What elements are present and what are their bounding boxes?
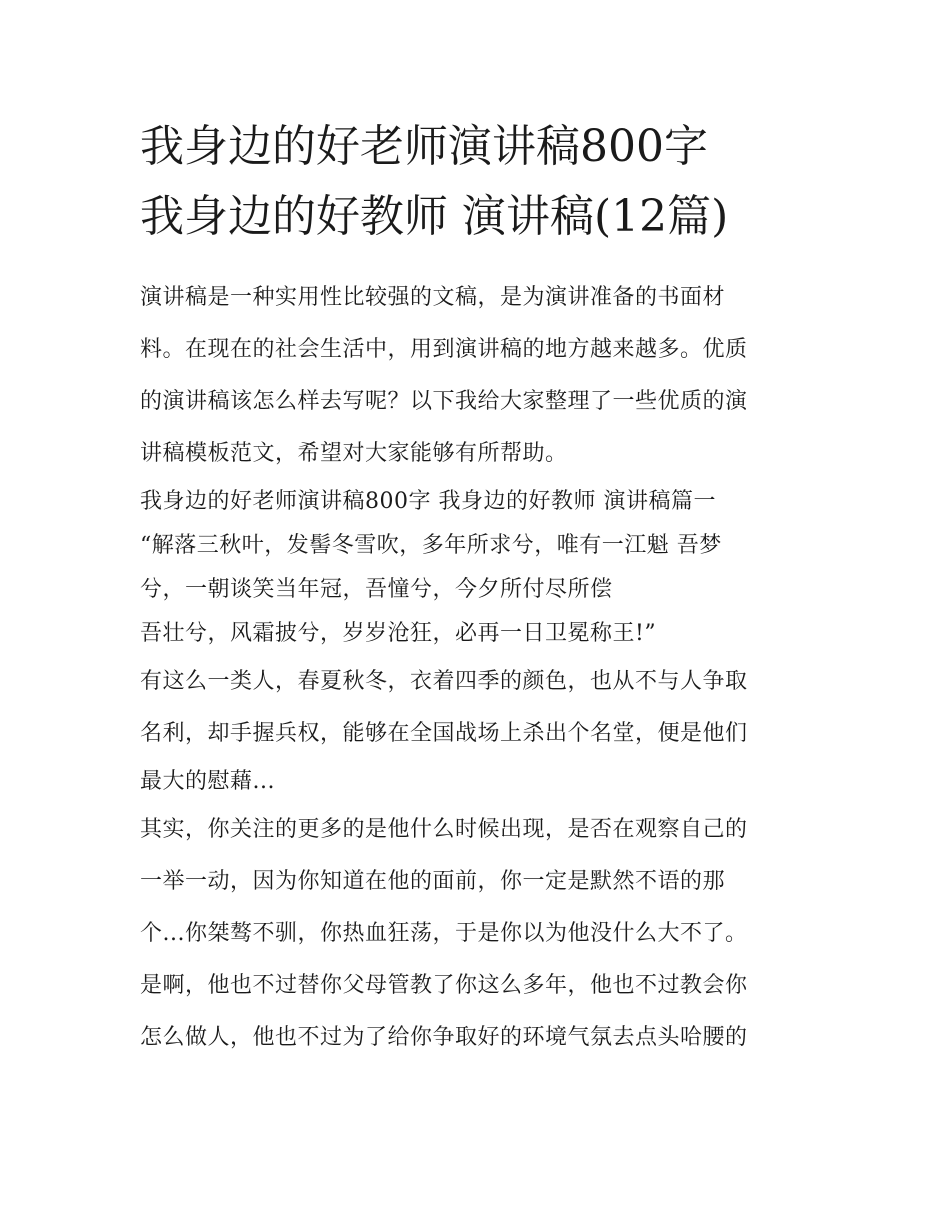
body-line: “解落三秋叶，发髻冬雪吹，多年所求兮，唯有一江魁 吾梦: [140, 533, 722, 558]
body-line: 兮，一朝谈笑当年冠，吾憧兮，今夕所付尽所偿: [140, 577, 613, 602]
body-line: 演讲稿是一种实用性比较强的文稿，是为演讲准备的书面材: [140, 285, 726, 310]
body-line: 一举一动，因为你知道在他的面前，你一定是默然不语的那: [140, 869, 726, 894]
body-line: 最大的慰藉...: [140, 769, 275, 794]
body-line: 是啊，他也不过替你父母管教了你这么多年，他也不过教会你: [140, 973, 748, 998]
body-line: 名利，却手握兵权，能够在全国战场上杀出个名堂，便是他们: [140, 721, 748, 746]
body-line: 个...你桀骜不驯，你热血狂荡，于是你以为他没什么大不了。: [140, 921, 748, 946]
body-line: 有这么一类人，春夏秋冬，衣着四季的颜色，也从不与人争取: [140, 669, 748, 694]
body-line: 料。在现在的社会生活中，用到演讲稿的地方越来越多。优质: [140, 337, 748, 362]
title-line-2: 我身边的好教师 演讲稿(12篇): [140, 191, 729, 242]
body-line: 讲稿模板范文，希望对大家能够有所帮助。: [140, 441, 568, 466]
document-title: [140, 112, 812, 252]
title-line-1: 我身边的好老师演讲稿800字: [140, 121, 708, 172]
body-line: 吾壮兮，风霜披兮，岁岁沧狂，必再一日卫冕称王!”: [140, 621, 657, 646]
body-line: 怎么做人，他也不过为了给你争取好的环境气氛去点头哈腰的: [140, 1025, 748, 1050]
document-body: [140, 272, 812, 1064]
document-page: [140, 112, 812, 1064]
body-line: 我身边的好老师演讲稿800字 我身边的好教师 演讲稿篇一: [140, 489, 716, 514]
body-line: 其实，你关注的更多的是他什么时候出现，是否在观察自己的: [140, 817, 748, 842]
body-line: 的演讲稿该怎么样去写呢？以下我给大家整理了一些优质的演: [140, 389, 748, 414]
